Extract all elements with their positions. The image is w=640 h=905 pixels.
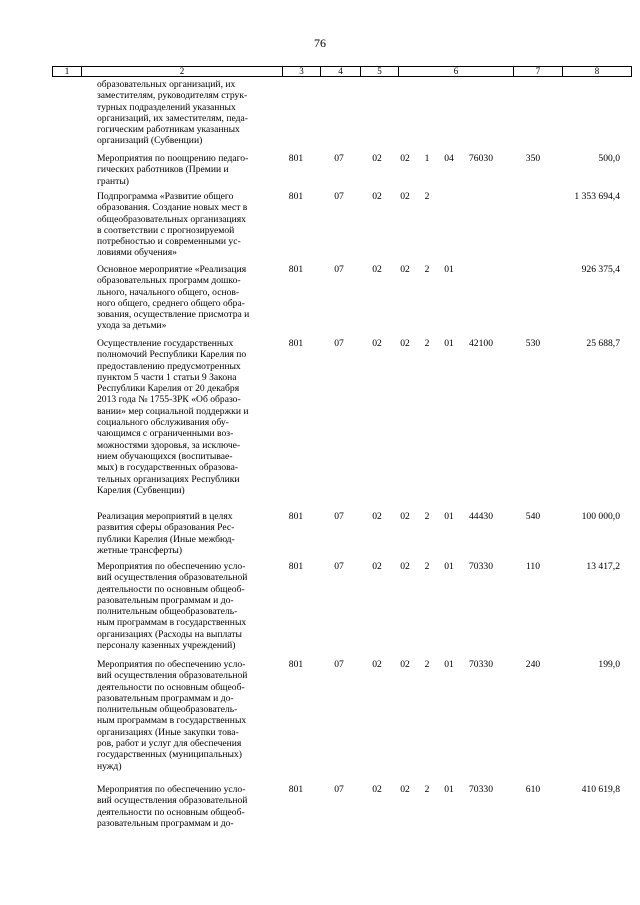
- cell-amount: 13 417,2: [586, 561, 620, 572]
- cell-subsection: 02: [372, 659, 382, 670]
- cell-amount: 926 375,4: [581, 264, 620, 275]
- cell-amount: 25 688,7: [586, 338, 620, 349]
- cell-amount: 500,0: [598, 153, 620, 164]
- cell-target-direction: 42100: [469, 338, 493, 349]
- row-description: Мероприятия по обеспечению усло- вий осуществления образовательной деятельности по основным общеоб- разовательным программам и до- полнительным общеобразователь- ным программам в государственных организациях (Расходы на выплаты персоналу казенных учреждений): [97, 561, 248, 652]
- cell-target-program: 02: [400, 511, 410, 522]
- cell-target-program: 02: [400, 191, 410, 202]
- cell-section: 07: [334, 338, 344, 349]
- cell-department: 801: [288, 511, 304, 522]
- cell-target-subprogram: 2: [424, 264, 430, 275]
- cell-subsection: 02: [372, 561, 382, 572]
- cell-target-activity: 01: [444, 511, 454, 522]
- cell-department: 801: [288, 784, 304, 795]
- header-col-8: 8: [594, 66, 600, 76]
- row-description: Основное мероприятие «Реализация образовательных программ дошко- льного, начального общего, основ- ного общего, среднего общего обра- зования, осуществление присмотра и ухода за детьми»: [97, 264, 250, 332]
- header-col-2: 2: [179, 66, 185, 76]
- cell-department: 801: [288, 191, 304, 202]
- cell-subsection: 02: [372, 153, 382, 164]
- row-description: Реализация мероприятий в целях развития сферы образования Рес- публики Карелия (Иные межбюд- жетные трансферты): [97, 511, 235, 556]
- cell-department: 801: [288, 264, 304, 275]
- header-col-3: 3: [299, 66, 304, 76]
- cell-target-subprogram: 2: [424, 784, 430, 795]
- cell-target-activity: 04: [444, 153, 454, 164]
- cell-target-activity: 01: [444, 784, 454, 795]
- cell-expense-type: 610: [525, 784, 541, 795]
- cell-expense-type: 110: [525, 561, 541, 572]
- cell-target-program: 02: [400, 659, 410, 670]
- cell-target-program: 02: [400, 561, 410, 572]
- cell-target-direction: 70330: [469, 784, 493, 795]
- page-number: 76: [314, 36, 326, 50]
- cell-expense-type: 240: [525, 659, 541, 670]
- cell-subsection: 02: [372, 338, 382, 349]
- row-description: образовательных организаций, их заместителям, руководителям струк- турных подразделений указанных организаций, их заместителям, педа- гогическим работникам указанных организаций (Субвенции): [97, 79, 248, 147]
- cell-subsection: 02: [372, 784, 382, 795]
- cell-target-subprogram: 2: [424, 511, 430, 522]
- cell-expense-type: 540: [525, 511, 541, 522]
- cell-target-activity: 01: [444, 659, 454, 670]
- cell-subsection: 02: [372, 511, 382, 522]
- cell-amount: 199,0: [598, 659, 620, 670]
- header-col-5: 5: [377, 66, 382, 76]
- cell-expense-type: 530: [525, 338, 541, 349]
- header-col-6: 6: [453, 66, 459, 76]
- cell-target-subprogram: 2: [424, 659, 430, 670]
- cell-target-activity: 01: [444, 338, 454, 349]
- cell-target-subprogram: 1: [424, 153, 430, 164]
- cell-department: 801: [288, 338, 304, 349]
- cell-section: 07: [334, 264, 344, 275]
- cell-amount: 100 000,0: [581, 511, 620, 522]
- row-description: Подпрограмма «Развитие общего образования. Создание новых мест в общеобразовательных организациях в соответствии с прогнозируемой потребностью и современными ус- ловиями обучения»: [97, 191, 248, 259]
- cell-department: 801: [288, 153, 304, 164]
- header-col-1: 1: [64, 66, 70, 76]
- table-header: [52, 66, 632, 77]
- cell-target-subprogram: 2: [424, 191, 430, 202]
- cell-target-program: 02: [400, 784, 410, 795]
- row-description: Мероприятия по обеспечению усло- вий осуществления образовательной деятельности по основным общеоб- разовательным программам и до- полнительным общеобразователь- ным программам в государственных организациях (Иные закупки това- ров, работ и услуг для обеспечения государственных (муниципальных) нужд): [97, 659, 248, 772]
- cell-target-direction: 76030: [469, 153, 493, 164]
- cell-section: 07: [334, 784, 344, 795]
- cell-target-direction: 70330: [469, 561, 493, 572]
- header-col-4: 4: [338, 66, 343, 76]
- cell-subsection: 02: [372, 264, 382, 275]
- cell-amount: 410 619,8: [581, 784, 620, 795]
- cell-target-subprogram: 2: [424, 561, 430, 572]
- row-description: Мероприятия по поощрению педаго- гических работников (Премии и гранты): [97, 153, 249, 187]
- cell-section: 07: [334, 561, 344, 572]
- cell-subsection: 02: [372, 191, 382, 202]
- header-col-7: 7: [535, 66, 541, 76]
- row-description: Осуществление государственных полномочий Республики Карелия по предоставлению предусмотренных пунктом 5 части 1 статьи 9 Закона Республики Карелия от 20 декабря 2013 года № 1755-ЗРК «Об образо- вании» мер социальной поддержки и социального обслуживания обу- чающимся с ограниченными воз- можностями здоровья, за исключе- нием обучающихся (воспитывае- мых) в государственных образова- тельных организациях Республики Карелия (Субвенции): [97, 338, 249, 496]
- cell-target-direction: 70330: [469, 659, 493, 670]
- cell-department: 801: [288, 561, 304, 572]
- cell-department: 801: [288, 659, 304, 670]
- cell-target-activity: 01: [444, 561, 454, 572]
- cell-target-program: 02: [400, 264, 410, 275]
- row-description: Мероприятия по обеспечению усло- вий осуществления образовательной деятельности по основным общеоб- разовательным программам и до-: [97, 784, 248, 829]
- cell-section: 07: [334, 511, 344, 522]
- cell-target-subprogram: 2: [424, 338, 430, 349]
- cell-section: 07: [334, 191, 344, 202]
- cell-amount: 1 353 694,4: [574, 191, 620, 202]
- cell-section: 07: [334, 153, 344, 164]
- cell-target-program: 02: [400, 153, 410, 164]
- cell-expense-type: 350: [525, 153, 541, 164]
- cell-target-direction: 44430: [469, 511, 493, 522]
- cell-section: 07: [334, 659, 344, 670]
- cell-target-activity: 01: [444, 264, 454, 275]
- cell-target-program: 02: [400, 338, 410, 349]
